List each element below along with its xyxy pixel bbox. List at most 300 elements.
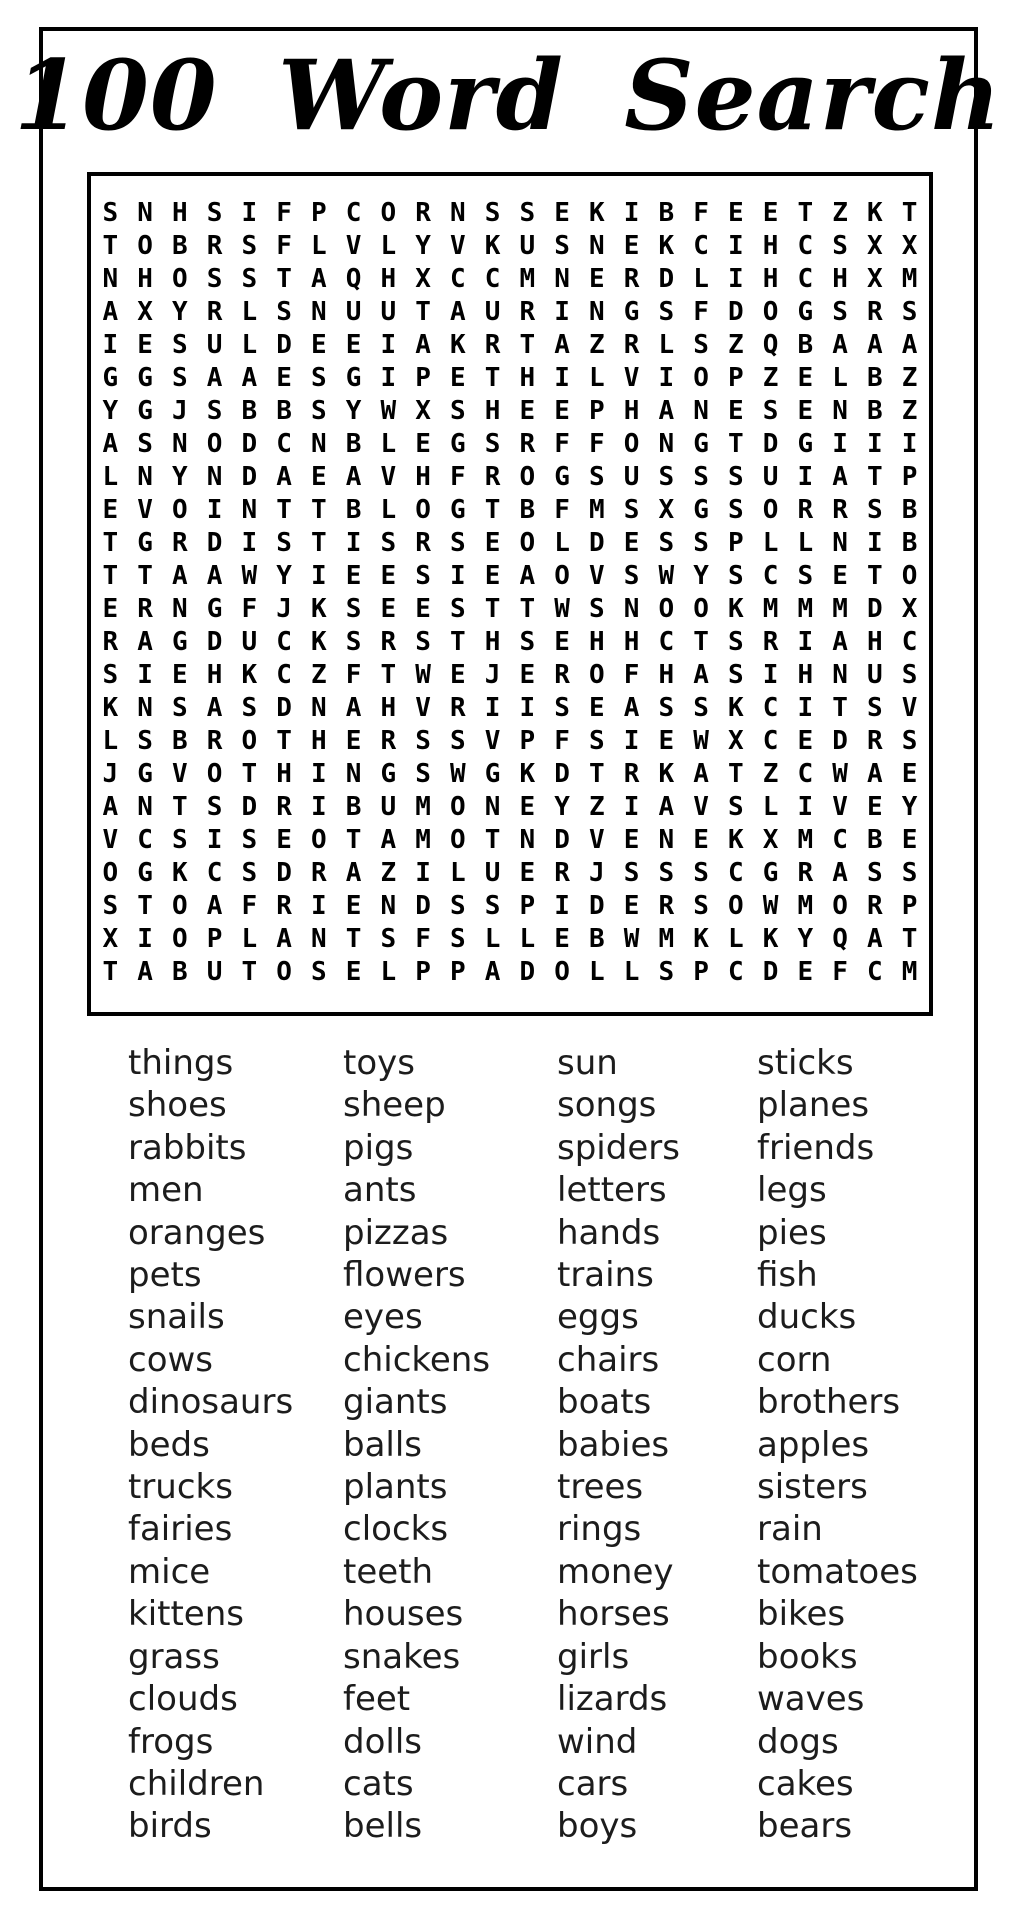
word-item: cars	[557, 1763, 629, 1804]
grid-letter: C	[137, 824, 153, 855]
grid-letter: R	[867, 890, 883, 921]
grid-letter: C	[867, 956, 883, 987]
grid-letter: S	[415, 626, 431, 657]
grid-letter: I	[554, 890, 570, 921]
grid-letter: K	[658, 758, 675, 789]
grid-letter: L	[693, 263, 709, 294]
grid-letter: H	[380, 692, 397, 723]
word-item: eyes	[343, 1297, 423, 1338]
grid-letter: N	[137, 461, 153, 492]
grid-letter: A	[867, 329, 883, 360]
grid-letter: A	[867, 758, 883, 789]
grid-letter: Y	[172, 461, 188, 492]
grid-letter: N	[311, 428, 327, 459]
grid-letter: S	[623, 494, 640, 525]
grid-letter: T	[102, 956, 119, 987]
grid-letter: T	[345, 923, 362, 954]
grid-letter: E	[137, 329, 153, 360]
grid-letter: D	[206, 626, 223, 657]
grid-letter: C	[276, 626, 292, 657]
grid-letter: N	[832, 659, 848, 690]
grid-letter: N	[519, 824, 536, 855]
grid-letter: M	[658, 923, 675, 954]
grid-letter: A	[137, 956, 153, 987]
grid-letter: Z	[901, 362, 918, 393]
grid-letter: I	[832, 428, 848, 459]
grid-letter: T	[589, 758, 605, 789]
grid-letter: B	[519, 494, 536, 525]
grid-letter: E	[554, 626, 570, 657]
grid-letter: T	[519, 593, 536, 624]
grid-letter: S	[623, 560, 640, 591]
grid-letter: D	[276, 857, 292, 888]
grid-letter: L	[102, 725, 119, 756]
grid-letter: D	[762, 956, 779, 987]
grid-letter: E	[623, 527, 640, 558]
word-item: planes	[757, 1085, 870, 1126]
grid-letter: E	[415, 593, 431, 624]
grid-letter: H	[484, 626, 501, 657]
grid-letter: R	[762, 626, 779, 657]
word-item: beds	[128, 1424, 210, 1465]
grid-letter: E	[901, 758, 918, 789]
grid-letter: L	[762, 527, 779, 558]
grid-letter: S	[901, 857, 918, 888]
grid-letter: R	[206, 296, 223, 327]
grid-letter: R	[554, 857, 570, 888]
grid-letter: E	[728, 395, 744, 426]
word-item: teeth	[343, 1551, 434, 1592]
grid-letter: G	[762, 857, 779, 888]
grid-letter: I	[311, 758, 327, 789]
grid-letter: T	[345, 824, 362, 855]
grid-letter: K	[241, 659, 258, 690]
grid-letter: T	[276, 263, 292, 294]
word-item: dinosaurs	[128, 1382, 294, 1423]
grid-letter: P	[901, 461, 918, 492]
grid-letter: X	[762, 824, 779, 855]
grid-letter: O	[589, 659, 605, 690]
grid-letter: A	[241, 362, 258, 393]
word-item: legs	[757, 1170, 827, 1211]
grid-letter: S	[589, 725, 605, 756]
grid-letter: P	[519, 725, 536, 756]
grid-letter: T	[484, 362, 501, 393]
grid-letter: S	[206, 791, 223, 822]
grid-letter: E	[901, 824, 918, 855]
grid-letter: H	[762, 230, 779, 261]
grid-letter: D	[589, 890, 605, 921]
word-item: balls	[343, 1424, 423, 1465]
grid-letter: U	[206, 329, 223, 360]
grid-letter: V	[172, 758, 188, 789]
grid-letter: T	[484, 494, 501, 525]
grid-letter: L	[519, 923, 536, 954]
grid-letter: R	[311, 857, 327, 888]
grid-letter: S	[415, 758, 431, 789]
grid-letter: H	[867, 626, 883, 657]
grid-letter: K	[658, 230, 675, 261]
grid-letter: J	[484, 659, 501, 690]
grid-letter: C	[762, 560, 779, 591]
grid-letter: F	[276, 197, 292, 228]
grid-letter: D	[276, 692, 292, 723]
grid-letter: D	[832, 725, 848, 756]
grid-letter: T	[102, 230, 119, 261]
grid-letter: L	[380, 956, 397, 987]
grid-letter: E	[345, 725, 362, 756]
grid-letter: I	[484, 692, 501, 723]
grid-letter: A	[276, 461, 292, 492]
grid-letter: H	[623, 395, 640, 426]
grid-letter: S	[728, 791, 744, 822]
grid-letter: D	[241, 428, 258, 459]
word-item: frogs	[128, 1721, 214, 1762]
grid-letter: A	[658, 395, 675, 426]
word-item: birds	[128, 1806, 212, 1847]
grid-letter: E	[519, 791, 536, 822]
grid-letter: S	[484, 428, 501, 459]
grid-letter: L	[589, 362, 605, 393]
grid-letter: N	[102, 263, 119, 294]
grid-letter: G	[137, 362, 153, 393]
grid-letter: R	[484, 329, 501, 360]
grid-letter: S	[345, 626, 362, 657]
grid-letter: U	[484, 296, 501, 327]
grid-letter: H	[484, 395, 501, 426]
grid-letter: S	[172, 692, 188, 723]
grid-letter: A	[693, 659, 709, 690]
grid-letter: N	[311, 296, 327, 327]
grid-letter: T	[137, 560, 153, 591]
grid-letter: O	[623, 428, 640, 459]
grid-letter: M	[901, 956, 918, 987]
grid-letter: A	[832, 857, 848, 888]
grid-letter: H	[589, 626, 605, 657]
grid-letter: F	[241, 890, 258, 921]
grid-letter: E	[658, 725, 675, 756]
grid-letter: B	[172, 956, 188, 987]
grid-letter: N	[380, 890, 397, 921]
grid-letter: I	[311, 791, 327, 822]
grid-letter: R	[832, 494, 848, 525]
grid-letter: N	[137, 791, 153, 822]
grid-letter: C	[762, 725, 779, 756]
grid-letter: O	[832, 890, 848, 921]
grid-letter: E	[554, 923, 570, 954]
grid-letter: I	[380, 362, 397, 393]
grid-letter: N	[241, 494, 258, 525]
grid-letter: Z	[589, 791, 605, 822]
grid-letter: H	[623, 626, 640, 657]
grid-letter: K	[762, 923, 779, 954]
grid-letter: E	[450, 659, 466, 690]
grid-letter: T	[102, 560, 119, 591]
grid-letter: M	[832, 593, 848, 624]
grid-letter: I	[241, 527, 258, 558]
grid-letter: L	[589, 956, 605, 987]
grid-letter: I	[623, 791, 640, 822]
word-item: children	[128, 1763, 265, 1804]
grid-letter: S	[241, 230, 258, 261]
grid-letter: A	[102, 428, 119, 459]
grid-letter: L	[762, 791, 779, 822]
grid-letter: J	[102, 758, 119, 789]
grid-letter: E	[415, 428, 431, 459]
grid-letter: I	[901, 428, 918, 459]
grid-letter: O	[554, 560, 570, 591]
word-item: friends	[757, 1127, 875, 1168]
grid-letter: T	[728, 428, 744, 459]
grid-letter: S	[276, 296, 292, 327]
grid-letter: R	[380, 626, 397, 657]
grid-letter: O	[693, 593, 709, 624]
grid-letter: R	[484, 461, 501, 492]
grid-letter: O	[311, 824, 327, 855]
grid-letter: G	[693, 494, 709, 525]
grid-letter: A	[415, 329, 431, 360]
grid-letter: S	[172, 329, 188, 360]
word-item: horses	[557, 1594, 670, 1635]
word-item: houses	[343, 1594, 464, 1635]
grid-letter: B	[867, 362, 883, 393]
grid-letter: K	[589, 197, 605, 228]
grid-letter: E	[345, 956, 362, 987]
grid-letter: E	[276, 362, 292, 393]
grid-letter: T	[137, 890, 153, 921]
grid-letter: T	[728, 758, 744, 789]
grid-letter: S	[450, 890, 466, 921]
grid-letter: Z	[901, 395, 918, 426]
grid-letter: B	[172, 725, 188, 756]
grid-letter: L	[380, 230, 397, 261]
grid-letter: S	[762, 395, 779, 426]
grid-letter: P	[589, 395, 605, 426]
word-item: shoes	[128, 1085, 227, 1126]
grid-letter: U	[762, 461, 779, 492]
grid-letter: A	[867, 923, 883, 954]
grid-letter: S	[450, 923, 466, 954]
grid-letter: S	[728, 659, 744, 690]
grid-letter: B	[241, 395, 258, 426]
grid-letter: S	[102, 659, 119, 690]
grid-letter: L	[728, 923, 744, 954]
grid-letter: O	[658, 593, 675, 624]
grid-letter: T	[519, 329, 536, 360]
grid-letter: W	[241, 560, 258, 591]
grid-letter: N	[484, 791, 501, 822]
grid-letter: Y	[172, 296, 188, 327]
grid-letter: D	[867, 593, 883, 624]
grid-letter: O	[762, 296, 779, 327]
grid-letter: S	[241, 692, 258, 723]
grid-letter: E	[797, 395, 814, 426]
grid-letter: F	[554, 428, 570, 459]
grid-letter: G	[797, 428, 814, 459]
grid-letter: S	[415, 725, 431, 756]
grid-letter: A	[901, 329, 918, 360]
grid-letter: I	[554, 362, 570, 393]
grid-letter: X	[728, 725, 744, 756]
grid-letter: S	[693, 857, 709, 888]
grid-letter: S	[728, 626, 744, 657]
grid-letter: C	[206, 857, 223, 888]
grid-letter: F	[832, 956, 848, 987]
grid-letter: D	[554, 758, 570, 789]
grid-letter: N	[137, 692, 153, 723]
grid-letter: D	[206, 527, 223, 558]
grid-letter: A	[623, 692, 640, 723]
grid-letter: N	[589, 230, 605, 261]
grid-letter: M	[762, 593, 779, 624]
grid-letter: U	[345, 296, 362, 327]
grid-letter: S	[206, 395, 223, 426]
grid-letter: S	[345, 593, 362, 624]
grid-letter: P	[728, 527, 744, 558]
word-item: sun	[557, 1043, 618, 1083]
word-item: trees	[557, 1467, 644, 1508]
grid-letter: I	[137, 923, 153, 954]
grid-letter: S	[380, 527, 397, 558]
grid-letter: E	[623, 890, 640, 921]
grid-letter: E	[867, 791, 883, 822]
word-item: men	[128, 1170, 204, 1211]
grid-letter: M	[901, 263, 918, 294]
grid-letter: I	[450, 560, 466, 591]
grid-letter: U	[206, 956, 223, 987]
grid-letter: O	[762, 494, 779, 525]
grid-letter: M	[797, 824, 814, 855]
word-item: snails	[128, 1297, 225, 1338]
grid-letter: S	[658, 296, 675, 327]
grid-letter: M	[519, 263, 536, 294]
grid-letter: U	[519, 230, 536, 261]
grid-letter: L	[450, 857, 466, 888]
grid-letter: S	[241, 857, 258, 888]
grid-letter: Q	[762, 329, 779, 360]
grid-letter: L	[380, 428, 397, 459]
grid-letter: W	[450, 758, 466, 789]
grid-letter: I	[658, 362, 675, 393]
word-item: feet	[343, 1679, 411, 1720]
word-item: plants	[343, 1467, 448, 1508]
grid-letter: N	[832, 395, 848, 426]
grid-letter: I	[867, 527, 883, 558]
grid-letter: X	[415, 263, 431, 294]
grid-letter: S	[554, 692, 570, 723]
word-item: rings	[557, 1509, 642, 1550]
grid-letter: I	[797, 692, 814, 723]
grid-letter: S	[728, 560, 744, 591]
grid-letter: S	[832, 230, 848, 261]
grid-letter: E	[589, 263, 605, 294]
grid-letter: Y	[276, 560, 292, 591]
grid-letter: R	[623, 758, 640, 789]
grid-letter: E	[345, 560, 362, 591]
grid-letter: N	[832, 527, 848, 558]
grid-letter: E	[380, 593, 397, 624]
word-item: boats	[557, 1382, 652, 1423]
grid-letter: S	[623, 857, 640, 888]
grid-letter: L	[241, 923, 258, 954]
word-item: ducks	[757, 1297, 857, 1338]
grid-letter: E	[519, 395, 536, 426]
grid-letter: C	[797, 230, 814, 261]
grid-letter: S	[311, 395, 327, 426]
word-list	[128, 1042, 974, 1848]
grid-letter: A	[658, 791, 675, 822]
grid-letter: T	[172, 791, 188, 822]
grid-letter: D	[554, 824, 570, 855]
grid-letter: W	[832, 758, 848, 789]
word-item: babies	[557, 1424, 670, 1465]
grid-letter: K	[484, 230, 501, 261]
grid-letter: P	[450, 956, 466, 987]
grid-letter: V	[450, 230, 466, 261]
word-column-4	[757, 1042, 974, 1848]
grid-letter: E	[693, 824, 709, 855]
grid-letter: W	[554, 593, 570, 624]
grid-letter: K	[728, 824, 744, 855]
grid-letter: G	[380, 758, 397, 789]
grid-letter: L	[832, 362, 848, 393]
word-column-1	[128, 1042, 343, 1848]
grid-letter: I	[519, 692, 536, 723]
grid-letter: R	[276, 890, 292, 921]
grid-letter: O	[206, 758, 223, 789]
grid-letter: C	[797, 263, 814, 294]
grid-letter: Z	[311, 659, 327, 690]
grid-letter: E	[172, 659, 188, 690]
grid-letter: S	[450, 593, 466, 624]
grid-letter: O	[415, 494, 431, 525]
grid-letter: O	[172, 494, 188, 525]
grid-letter: P	[415, 362, 431, 393]
grid-letter: H	[658, 659, 675, 690]
grid-letter: A	[832, 461, 848, 492]
grid-letter: D	[589, 527, 605, 558]
grid-letter: L	[241, 329, 258, 360]
grid-letter: B	[345, 428, 362, 459]
grid-letter: E	[311, 461, 327, 492]
word-item: eggs	[557, 1297, 639, 1338]
grid-letter: T	[241, 758, 258, 789]
grid-letter: A	[345, 692, 362, 723]
grid-letter: R	[867, 296, 883, 327]
grid-letter: U	[623, 461, 640, 492]
grid-letter: D	[658, 263, 675, 294]
grid-letter: S	[519, 197, 536, 228]
grid-letter: O	[519, 527, 536, 558]
grid-letter: H	[172, 197, 188, 228]
grid-letter: I	[728, 263, 744, 294]
grid-letter: Q	[345, 263, 362, 294]
grid-letter: T	[484, 824, 501, 855]
word-item: bikes	[757, 1594, 846, 1635]
grid-letter: T	[867, 461, 883, 492]
grid-letter: L	[658, 329, 675, 360]
grid-letter: H	[519, 362, 536, 393]
word-item: fairies	[128, 1509, 233, 1550]
grid-letter: E	[797, 362, 814, 393]
grid-letter: S	[589, 593, 605, 624]
grid-letter: C	[797, 758, 814, 789]
grid-letter: E	[832, 560, 848, 591]
grid-letter: L	[623, 956, 640, 987]
word-item: books	[757, 1636, 858, 1677]
grid-letter: L	[380, 494, 397, 525]
word-item: chairs	[557, 1339, 660, 1380]
